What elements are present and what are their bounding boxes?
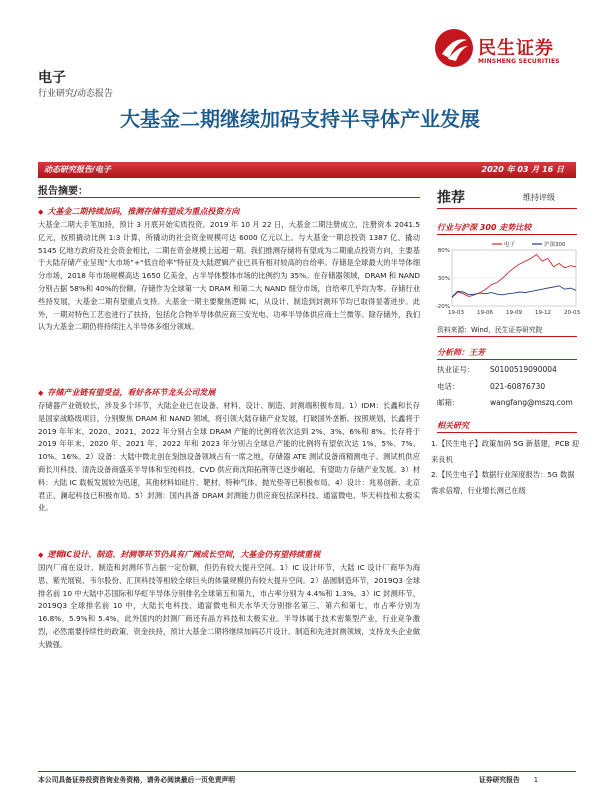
x-tick-label: 19-09 (506, 310, 522, 316)
company-logo (428, 28, 578, 76)
chart-heading-divider (437, 234, 577, 235)
summary-divider (38, 197, 420, 198)
analyst-divider (437, 359, 577, 360)
rating-divider (437, 208, 577, 209)
related-divider (437, 432, 577, 433)
summary-heading: 报告摘要： (38, 186, 88, 197)
section-body: 存储器产业链较长，涉及多个环节，大陆企业已在设备、材料、设计、制造、封测端积极布局。1）IDM：长鑫和长存是国家战略级项目，分别聚焦 DRAM 和 NAND 领域，将引领大陆存储产业发展，打破国外垄断。按照规划，长鑫将于 2019 年年末、2020、2021、2022 年分别占全球 DRAM 产能的比例将依次达到 2%、3%、6%和 8%。长存将于 2019 年年末、2020 年、2021 年、2022 年和 2023 年分别占全球总产能的比例将有望依次达 1%、5%、7%、10%、16%。2）设备：大陆中微北创在刻蚀设备领域占有一席之地，存储器 ATE 测试设备商精测电子、测试机供应商长川科技、清洗设备商盛美半导体和至纯科技、CVD 供应商沈阳拓荆等已逐步崛起，有望助力存储产业发展。3）材料：大陆 IC 载板发展较为迅速，其他材料如硅片、靶材、特种气体、抛光垫等已积极布局。4）设计：兆易创新、北京君正、澜起科技已积极布局。5）封测：国内具备 DRAM 封测能力供应商包括深科技、通富微电、华天科技和太极实业。 (38, 401, 420, 513)
footer-label: 证券研究报告 (479, 776, 520, 784)
related-heading: 相关研究 (437, 421, 469, 430)
series-line-1 (452, 286, 576, 297)
section-body: 大基金二期大手笔加持，预计 3 月底开始实质投资。2019 年 10 月 22 日，大基金二期注册成立，注册资本 2041.5 亿元，按照撬动比例 1:3 计算，所撬动的社会资金规模可达 6000 亿元以上。与大基金一期总投资 1387 亿、撬动 5145 亿地方政府及社会资金相比，二期在资金规模上远超一期。我们推测存储将有望成为二期重点投资方向，主要基于大陆存储产业呈现“大市场”+“低自给率”特征及大陆逻辑产业已具有相对较高的自给率。存储是全球最大的半导体细分市场，2018 年市场规模高达 1650 亿美金，占半导体整体市场的比例约为 35%。在存储器领域，DRAM 和 NAND 分别占据 58%和 40%的份额。存储作为全球第一大 DRAM 和第二大 NAND 细分市场，自给率几乎均为零。存储行业些持发展，大基金二期有望重点支持。大基金一期主要聚焦逻辑 IC，从设计、制造到封测环节均已取得显著进步。此外，一期对特色工艺也进行了扶持，包括化合物半导体供应商三安光电、功率半导体供应商士兰微等。除存储外，我们认为大基金二期仍将持续注入半导体多细分领域。 (38, 220, 420, 332)
rating-sub: 维持评级 (523, 193, 555, 202)
bullet-triangle-icon: ◆ (38, 551, 44, 559)
doc-type: 行业研究/动态报告 (38, 89, 114, 99)
section-2 (38, 386, 420, 515)
rating-main: 推荐 (437, 190, 465, 206)
analyst-phone-row: 电话： 021-60876730 (437, 382, 546, 391)
analyst-cert-row: 执业证号： S0100519090004 (437, 365, 557, 374)
section-1 (38, 205, 420, 334)
analyst-email-row: 邮箱： wangfang@mszq.com (437, 398, 573, 407)
sector-label: 电子 (38, 70, 66, 86)
chart-source: 资料来源：Wind，民生证券研究院 (437, 326, 543, 334)
footer-divider (38, 771, 576, 772)
y-tick-label: 80% (437, 248, 450, 254)
x-tick-label: 19-03 (448, 310, 464, 316)
report-title: 大基金二期继续加码支持半导体产业发展 (120, 107, 480, 131)
minsheng-logo-icon (434, 28, 474, 68)
section-heading: ◆ 大基金二期持续加码，推测存储有望成为重点投资方向 (38, 207, 240, 216)
chart-heading: 行业与沪深 300 走势比较 (437, 223, 532, 232)
x-tick-label: 19-12 (535, 310, 551, 316)
x-tick-label: 19-06 (477, 310, 493, 316)
section-heading: ◆ 逻辑IC设计、制造、封测等环节仍具有广阔成长空间，大基金仍有望持续重视 (38, 550, 321, 559)
logo-cn-text: 民生证券 (478, 38, 554, 59)
section-body: 国内厂商在设计、制造和封测环节占据一定份额，但仍有较大提升空间。1）IC 设计环节，大陆 IC 设计厂商华为海思、紫光展锐、韦尔股份、汇顶科技等相较全球巨头的体量规模仍有较大提升空间。2）晶圆制造环节，2019Q3 全球排名前 10 中大陆中芯国际和华虹半导体分别排名全球第五和第九，市占率分别为 4.4%和 1.3%。3）IC 封测环节，2019Q3 全球排名前 10 中，大陆长电科技、通富微电和天水华天分别排名第三、第六和第七，市占率分别为 16.8%、5.9%和 5.4%，此外国内的封测厂商还有晶方科技和太极实业。半导体属于技术密集型产业，行业竞争激烈，必然需要持续性的政策、资金扶持，预计大基金二期将继续加码芯片设计、制造和先进封测领域，支持龙头企业做大做强。 (38, 563, 420, 649)
y-tick-label: -20% (435, 304, 450, 310)
footer-disclaimer: 本公司具备证券投资咨询业务资格，请务必阅读最后一页免责声明 (38, 776, 236, 784)
bullet-triangle-icon: ◆ (38, 208, 44, 216)
legend-label: 沪深300 (544, 242, 566, 248)
section-3 (38, 548, 420, 652)
x-tick-label: 20-03 (564, 310, 580, 316)
report-category: 动态研究报告/电子 (44, 165, 111, 174)
analyst-email-link[interactable]: wangfang@mszq.com (490, 398, 573, 407)
series-line-0 (452, 255, 576, 298)
section-heading: ◆ 存储产业链有望受益，看好各环节龙头公司发展 (38, 388, 216, 397)
source-divider (437, 336, 577, 337)
page-number: 1 (533, 776, 539, 784)
logo-en-text: MINSHENG SECURITIES (478, 58, 560, 65)
related-item[interactable]: 2.【民生电子】数据行业深度报告：5G 数据需求倍增，行业增长测己在级 (431, 470, 575, 495)
trend-chart (430, 238, 580, 320)
analyst-heading: 分析师：王芳 (437, 348, 485, 357)
y-tick-label: 30% (437, 276, 450, 282)
bullet-triangle-icon: ◆ (38, 389, 44, 397)
info-bar (38, 162, 576, 178)
related-item[interactable]: 1.【民生电子】政策加码 5G 新基建，PCB 迎来良机 (431, 439, 580, 464)
legend-label: 电子 (504, 242, 516, 248)
report-date: 2020 年 03 月 16 日 (481, 165, 564, 174)
footer-right (479, 774, 538, 784)
